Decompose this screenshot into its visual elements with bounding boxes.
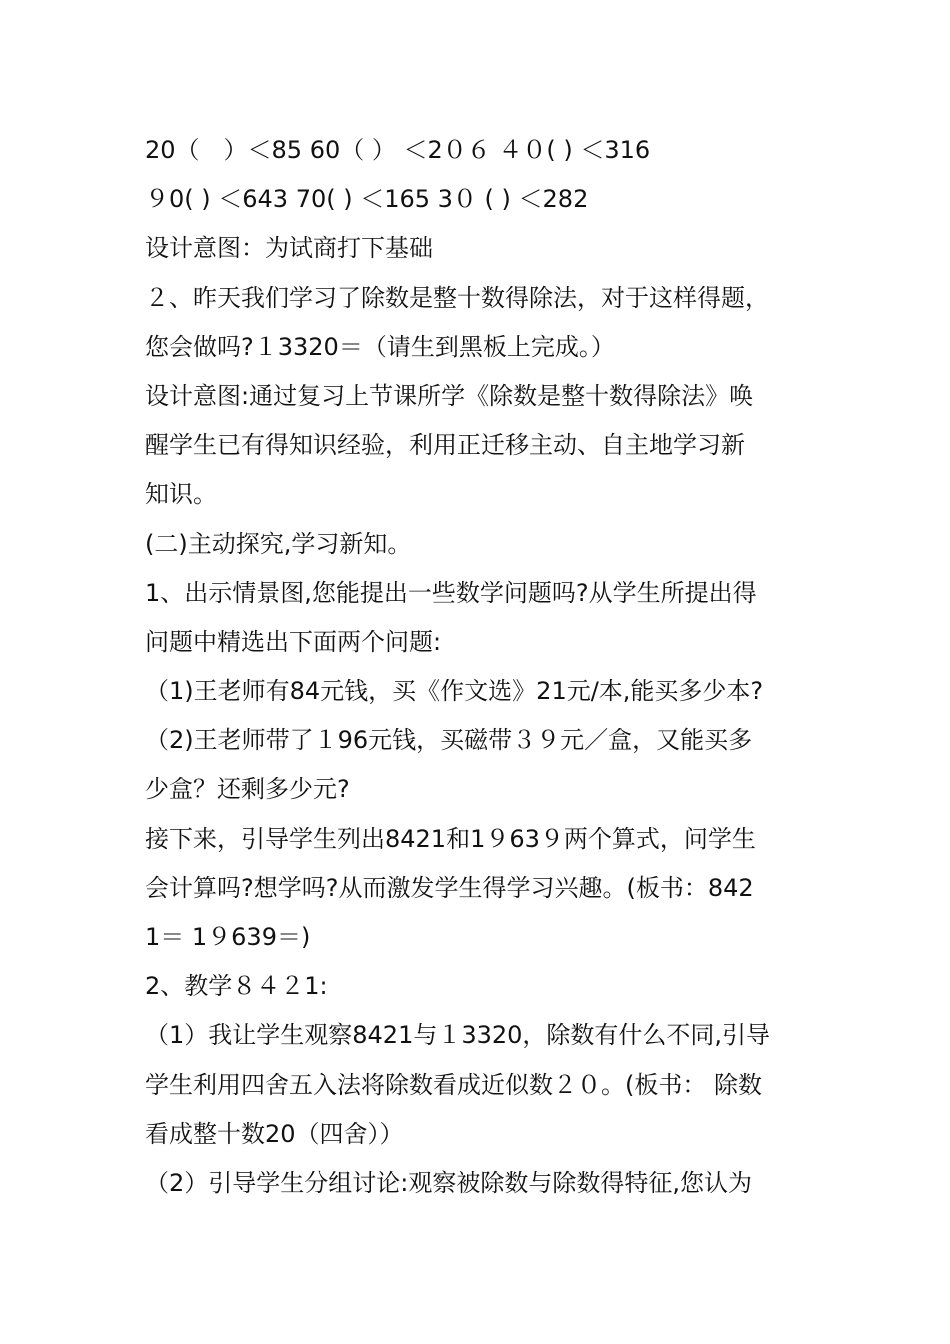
design-intent-1: 设计意图：为试商打下基础 (145, 234, 433, 263)
teaching-heading: 2、教学８４２1: (145, 972, 328, 1001)
paragraph-line: 1、出示情景图,您能提出一些数学问题吗?从学生所提出得 (145, 578, 757, 607)
exercise-row-2: ９0( ) ＜643 70( ) ＜165 3０ ( ) ＜282 (145, 185, 589, 214)
paragraph-line: 您会做吗?１3320＝（请生到黑板上完成。） (145, 332, 615, 361)
question-1: （1)王老师有84元钱，买《作文选》21元/本,能买多少本? (145, 677, 764, 706)
section-heading: (二)主动探究,学习新知。 (145, 529, 412, 558)
paragraph-line: 知识。 (145, 480, 217, 509)
paragraph-line: 醒学生已有得知识经验，利用正迁移主动、自主地学习新 (145, 431, 745, 460)
design-intent-2: 设计意图:通过复习上节课所学《除数是整十数得除法》唤 (145, 381, 754, 410)
document-body (145, 126, 825, 1208)
question-2: （2)王老师带了１96元钱，买磁带３９元／盒，又能买多 (145, 726, 753, 755)
paragraph-line: 会计算吗?想学吗?从而激发学生得学习兴趣。(板书：842 (145, 873, 754, 902)
paragraph-line: 问题中精选出下面两个问题: (145, 627, 442, 656)
paragraph-line: 学生利用四舍五入法将除数看成近似数２０。(板书： 除数 (145, 1070, 762, 1099)
paragraph-line: ２、昨天我们学习了除数是整十数得除法，对于这样得题， (145, 283, 769, 312)
paragraph-line: 接下来，引导学生列出8421和1９63９两个算式，问学生 (145, 824, 756, 853)
exercise-row-1: 20（ ）＜85 60（ ） ＜2０６ ４０( ) ＜316 (145, 136, 651, 164)
paragraph-line: 少盒？还剩多少元? (145, 775, 350, 804)
paragraph-line: （2）引导学生分组讨论:观察被除数与除数得特征,您认为 (145, 1168, 752, 1197)
paragraph-line: 1＝ 1９639＝) (145, 923, 311, 951)
paragraph-line: 看成整十数20（四舍）） (145, 1119, 404, 1148)
paragraph-line: （1）我让学生观察8421与１3320，除数有什么不同,引导 (145, 1021, 771, 1050)
